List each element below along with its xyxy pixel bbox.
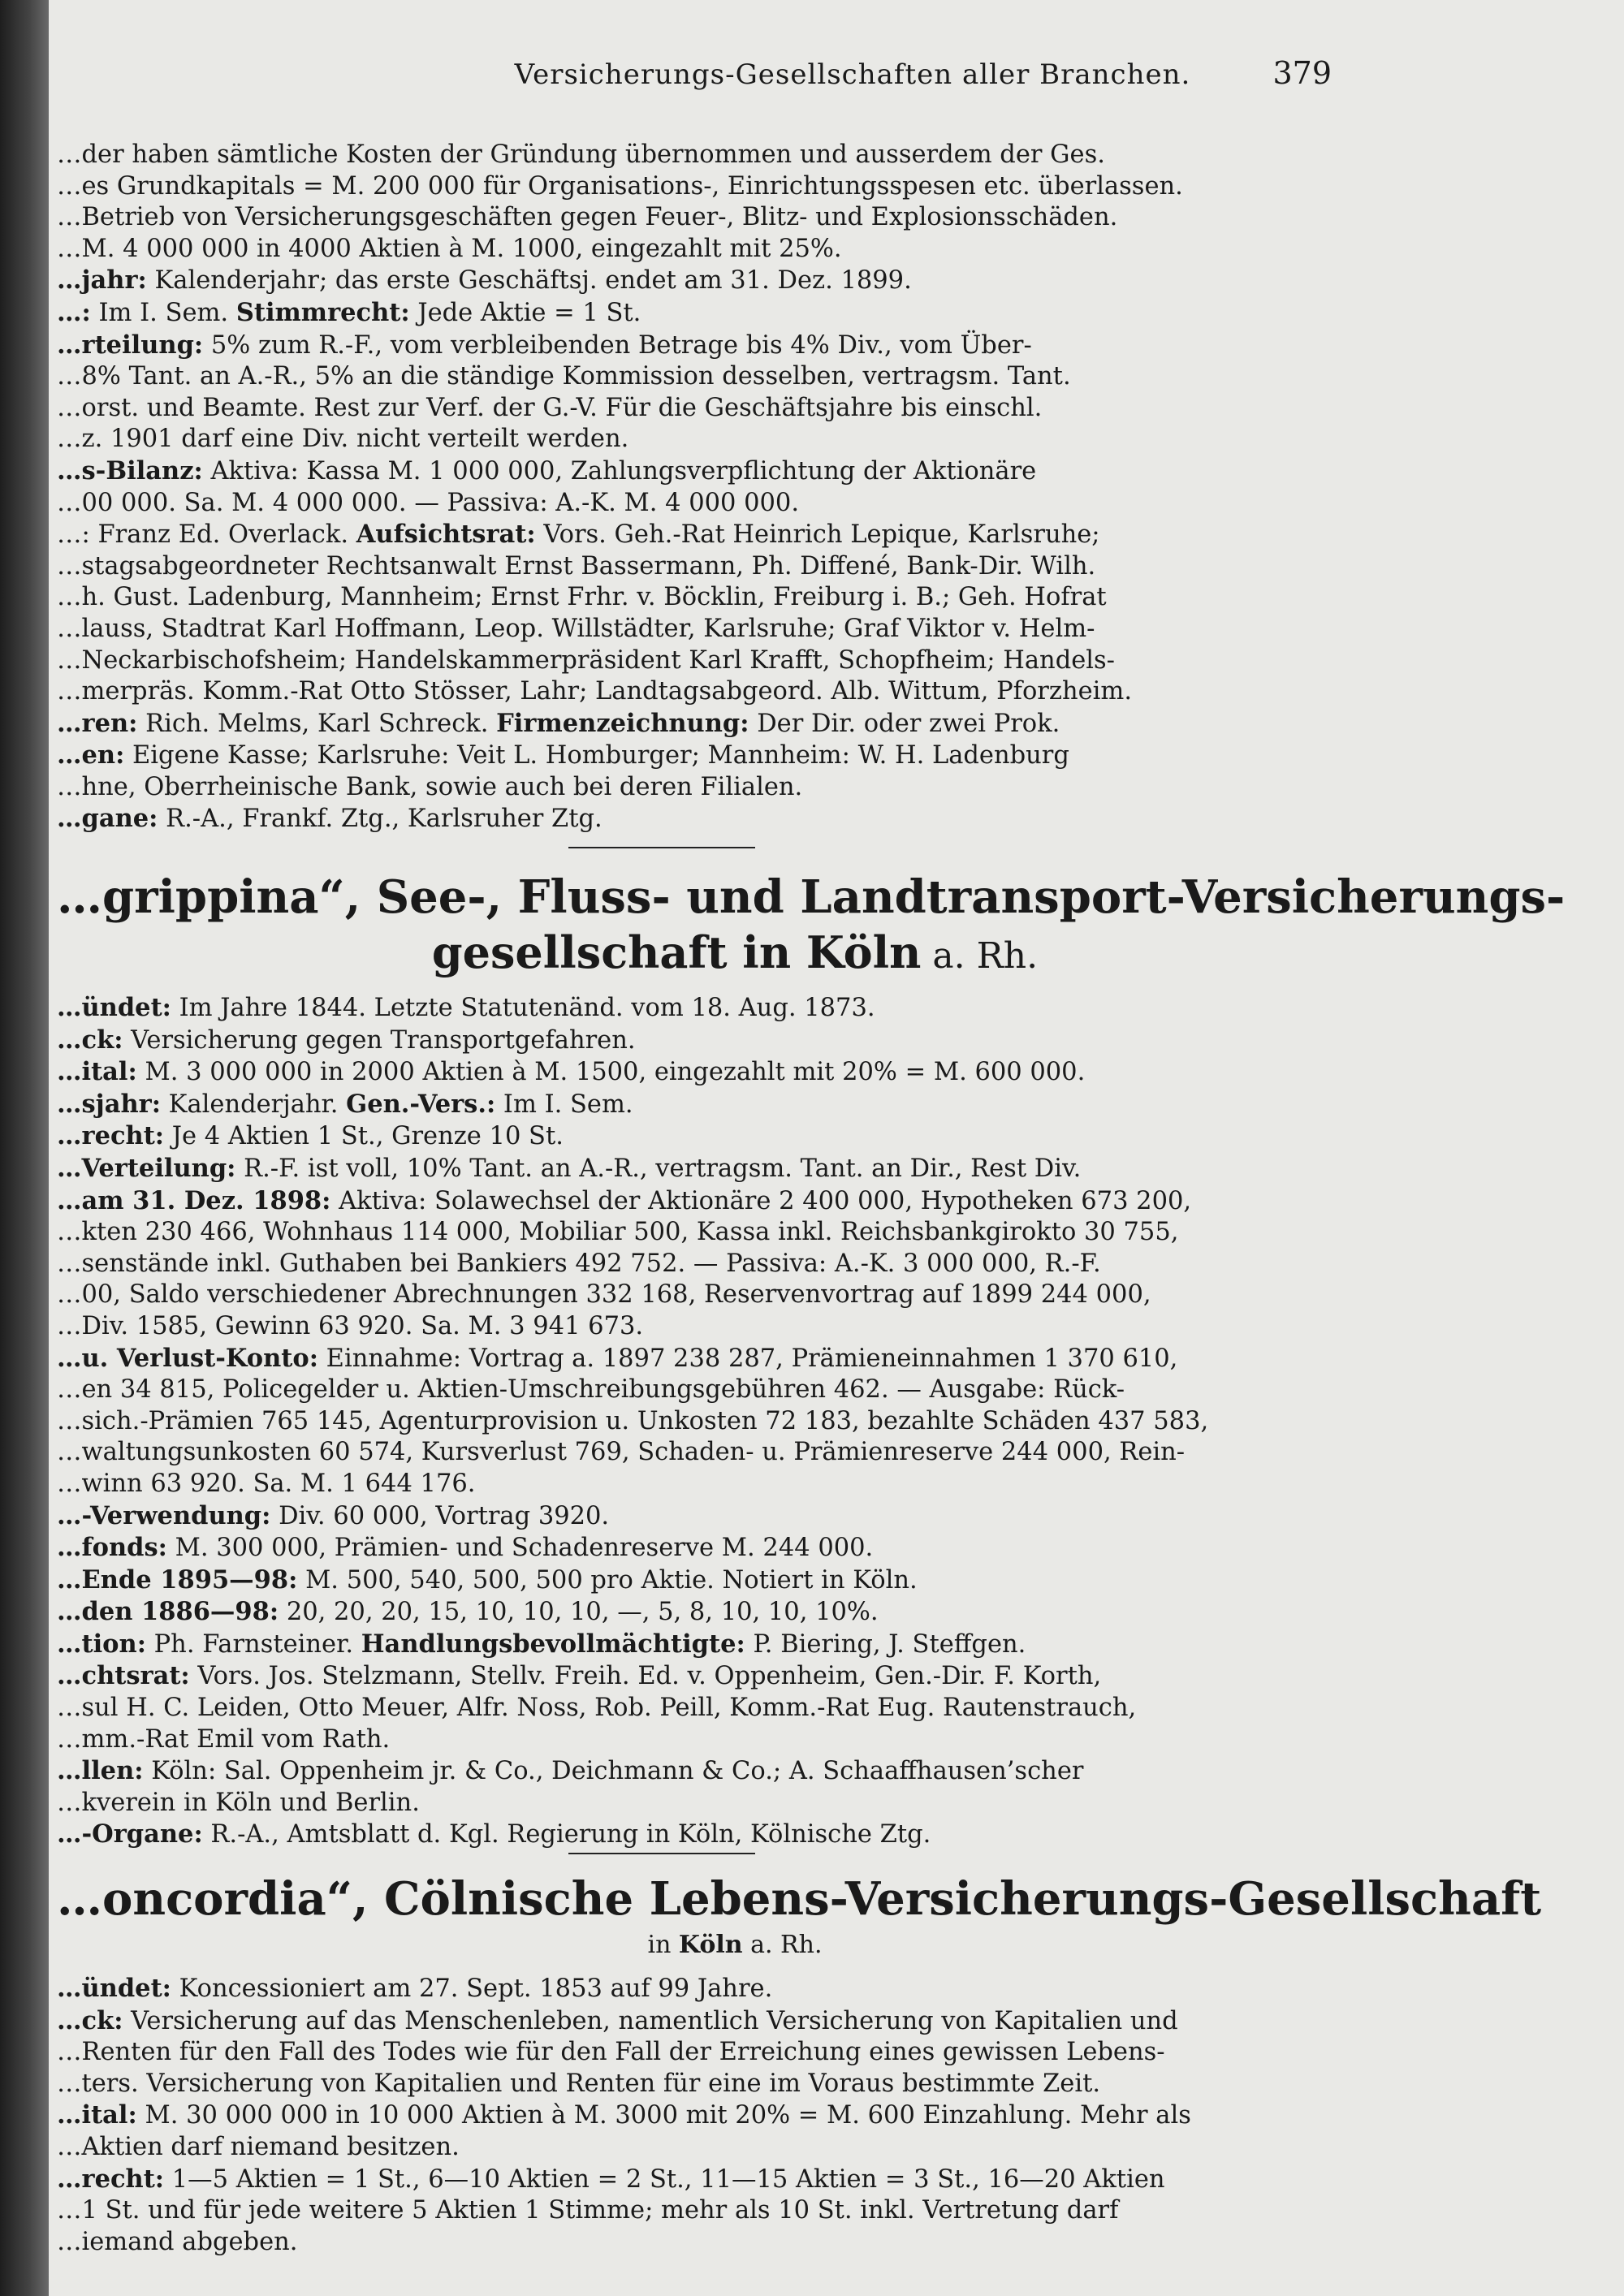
text-line (57, 1280, 1413, 1311)
field-text: …Aktien darf niemand besitzen. (57, 2132, 460, 2161)
field-label: …chtsrat: (57, 1661, 190, 1691)
field-label: …-Verwendung: (57, 1500, 271, 1530)
text-line (57, 202, 1413, 234)
stimmrecht-label: Stimmrecht: (235, 297, 410, 327)
section-3-title-line1: …oncordia“, Cölnische Lebens-Versicherungs-Gesellschaft (57, 1872, 1542, 1926)
field-label: …gane: (57, 804, 158, 834)
field-text: …00 000. Sa. M. 4 000 000. — Passiva: A.-K. M. 4 000 000. (57, 488, 800, 517)
text-line (57, 393, 1413, 425)
section-3-title (57, 1872, 1542, 1926)
text-line (57, 1724, 1413, 1756)
field-text: …kverein in Köln und Berlin. (57, 1788, 420, 1817)
text-line (57, 1469, 1413, 1500)
field-text: …Betrieb von Versicherungsgeschäften gegen Feuer-, Blitz- und Explosionsschäden. (57, 203, 1118, 232)
field-text: …es Grundkapitals = M. 200 000 für Organisations-, Einrichtungsspesen etc. überlassen. (57, 171, 1183, 201)
field-label: …tion: (57, 1629, 146, 1659)
field-text: …M. 4 000 000 in 4000 Aktien à M. 1000, eingezahlt mit 25%. (57, 234, 842, 263)
genvers-label: Gen.-Vers.: (346, 1089, 496, 1119)
text-line (57, 455, 1413, 488)
text-line (57, 1660, 1413, 1693)
section-2-title-main: gesellschaft in Köln (431, 926, 922, 978)
text-line (57, 234, 1413, 265)
field-text: M. 3 000 000 in 2000 Aktien à M. 1500, eingezahlt mit 20% = M. 600 000. (136, 1058, 1086, 1087)
genvers-text: Im I. Sem. (495, 1090, 633, 1119)
field-label: …recht: (57, 1121, 165, 1151)
text-line (57, 1406, 1413, 1438)
text-line (57, 1564, 1413, 1597)
section-2-title (57, 870, 1566, 924)
field-text: …kten 230 466, Wohnhaus 114 000, Mobiliar 500, Kassa inkl. Reichsbankgirokto 30 755, (57, 1218, 1179, 1247)
text-line (57, 140, 1413, 171)
field-text: 5% zum R.-F., vom verbleibenden Betrage bis 4% Div., vom Über- (203, 330, 1032, 360)
field-label: …am 31. Dez. 1898: (57, 1185, 331, 1215)
text-line (57, 1089, 1413, 1121)
field-text: M. 300 000, Prämien- und Schadenreserve M. 244 000. (166, 1534, 874, 1563)
field-text: Kalenderjahr. (160, 1090, 347, 1119)
field-text: Aktiva: Kassa M. 1 000 000, Zahlungsverpflichtung der Aktionäre (202, 456, 1037, 486)
text-line (57, 488, 1413, 520)
text-line (57, 1788, 1413, 1819)
text-line (57, 1343, 1413, 1375)
field-label: …Verteilung: (57, 1153, 236, 1183)
field-text: Im Jahre 1844. Letzte Statutenänd. vom 18. Aug. 1873. (171, 994, 875, 1022)
field-text: …z. 1901 darf eine Div. nicht verteilt werden. (57, 425, 629, 454)
field-text: 1—5 Aktien = 1 St., 6—10 Aktien = 2 St., 11—15 Aktien = 3 St., 16—20 Aktien (164, 2164, 1165, 2194)
field-text: Aktiva: Solawechsel der Aktionäre 2 400 000, Hypotheken 673 200, (330, 1186, 1192, 1215)
field-label: …: (57, 297, 91, 327)
text-line (57, 1217, 1413, 1249)
field-text: …senstände inkl. Guthaben bei Bankiers 492 752. — Passiva: A.-K. 3 000 000, R.-F. (57, 1249, 1101, 1278)
field-text: 20, 20, 20, 15, 10, 10, 10, —, 5, 8, 10, 10, 10%. (279, 1598, 879, 1627)
text-line (57, 1693, 1413, 1724)
field-text: …ters. Versicherung von Kapitalien und Renten für eine im Voraus bestimmte Zeit. (57, 2069, 1101, 2098)
field-label: …fonds: (57, 1533, 167, 1563)
field-text: Versicherung gegen Transportgefahren. (123, 1025, 636, 1055)
field-text: R.-F. ist voll, 10% Tant. an A.-R., vertragsm. Tant. an Dir., Rest Div. (235, 1154, 1082, 1183)
text-line (57, 519, 1413, 551)
section-2-title-line1: …grippina“, See-, Fluss- und Landtransport-Versicherungs- (57, 870, 1566, 924)
field-text: Im I. Sem. (90, 298, 236, 327)
text-line (57, 551, 1413, 583)
field-text: Kalenderjahr; das erste Geschäftsj. endet am 31. Dez. 1899. (146, 266, 912, 296)
field-text: …Neckarbischofsheim; Handelskammerpräsident Karl Krafft, Schopfheim; Handels- (57, 645, 1115, 675)
text-line (57, 297, 1413, 330)
field-text: Ph. Farnsteiner. (145, 1629, 361, 1659)
section-2-title-suffix: a. Rh. (921, 935, 1039, 977)
text-line (57, 1532, 1413, 1564)
firmenzeichnung-text: Der Dir. oder zwei Prok. (749, 709, 1060, 738)
book-page (49, 0, 1624, 2296)
field-label: …s-Bilanz: (57, 455, 203, 486)
field-text: Vors. Jos. Stelzmann, Stellv. Freih. Ed. v. Oppenheim, Gen.-Dir. F. Korth, (189, 1662, 1102, 1691)
text-line (57, 614, 1413, 645)
text-line (57, 361, 1413, 393)
section-1-entry (57, 140, 1413, 835)
field-label: …ck: (57, 2005, 123, 2035)
text-line (57, 2005, 1413, 2038)
text-line (57, 803, 1413, 835)
field-text: Versicherung auf das Menschenleben, namentlich Versicherung von Kapitalien und (123, 2006, 1178, 2035)
text-line (57, 1249, 1413, 1280)
field-label: …den 1886—98: (57, 1597, 279, 1627)
text-line (57, 772, 1413, 804)
field-text: Köln: Sal. Oppenheim jr. & Co., Deichmann & Co.; A. Schaaffhausen’scher (143, 1757, 1084, 1786)
field-label: …ündet: (57, 993, 171, 1022)
field-text: …hne, Oberrheinische Bank, sowie auch bei deren Filialen. (57, 772, 803, 801)
field-label: …ündet: (57, 1974, 171, 2003)
text-line (57, 2227, 1413, 2259)
field-text: M. 500, 540, 500, 500 pro Aktie. Notiert in Köln. (297, 1565, 918, 1595)
text-line (57, 1500, 1413, 1533)
field-text: …waltungsunkosten 60 574, Kursverlust 769, Schaden- u. Prämienreserve 244 000, Rein- (57, 1438, 1186, 1467)
field-text: …Div. 1585, Gewinn 63 920. Sa. M. 3 941 673. (57, 1311, 644, 1340)
section-2-title-line2 (57, 927, 1413, 982)
field-text: …mm.-Rat Emil vom Rath. (57, 1724, 391, 1754)
text-line (57, 2069, 1413, 2100)
section-divider (568, 1853, 755, 1854)
text-line (57, 1596, 1413, 1629)
field-text: R.-A., Amtsblatt d. Kgl. Regierung in Köln, Kölnische Ztg. (202, 1820, 931, 1849)
text-line (57, 740, 1413, 772)
field-label: …ital: (57, 1057, 137, 1087)
field-label: …u. Verlust-Konto: (57, 1343, 318, 1373)
field-text: R.-A., Frankf. Ztg., Karlsruher Ztg. (158, 805, 603, 834)
running-title: Versicherungs-Gesellschaften aller Branchen. (514, 58, 1191, 91)
text-line (57, 1819, 1413, 1851)
section-3-title-in: in (647, 1931, 679, 1959)
field-text: …der haben sämtliche Kosten der Gründung übernommen und ausserdem der Ges. (57, 140, 1105, 169)
field-text: …00, Saldo verschiedener Abrechnungen 332 168, Reservenvortrag auf 1899 244 000, (57, 1280, 1151, 1310)
text-line (57, 1025, 1413, 1057)
firmenzeichnung-label: Firmenzeichnung: (496, 708, 749, 738)
page-number: 379 (1272, 55, 1332, 91)
field-text: …h. Gust. Ladenburg, Mannheim; Ernst Frhr. v. Böcklin, Freiburg i. B.; Geh. Hofrat (57, 583, 1107, 612)
field-text: …merpräs. Komm.-Rat Otto Stösser, Lahr; Landtagsabgeord. Alb. Wittum, Pforzheim. (57, 677, 1133, 706)
field-label: …ren: (57, 708, 138, 738)
section-3-title-line2 (57, 1929, 1413, 1962)
handlung-label: Handlungsbevollmächtigte: (361, 1629, 745, 1659)
field-label: …Ende 1895—98: (57, 1564, 298, 1595)
field-text: M. 30 000 000 in 10 000 Aktien à M. 3000 mit 20% = M. 600 Einzahlung. Mehr als (136, 2101, 1191, 2130)
field-text: …sul H. C. Leiden, Otto Meuer, Alfr. Noss, Rob. Peill, Komm.-Rat Eug. Rautenstrauch, (57, 1694, 1137, 1723)
stimmrecht-text: Jede Aktie = 1 St. (409, 298, 641, 327)
text-line (57, 1973, 1413, 2005)
section-3-title-city: Köln (678, 1931, 743, 1959)
text-line (57, 2132, 1413, 2164)
scan-gutter (0, 0, 49, 2296)
field-text: …stagsabgeordneter Rechtsanwalt Ernst Bassermann, Ph. Diffené, Bank-Dir. Wilh. (57, 551, 1096, 580)
field-text: …winn 63 920. Sa. M. 1 644 176. (57, 1469, 476, 1498)
field-label: …ital: (57, 2100, 137, 2130)
section-3-entry (57, 1973, 1413, 2258)
aufsichtsrat-text: Vors. Geh.-Rat Heinrich Lepique, Karlsruhe; (535, 520, 1100, 550)
text-line (57, 2037, 1413, 2069)
text-line (57, 1437, 1413, 1469)
field-text: …: Franz Ed. Overlack. (57, 520, 356, 550)
field-label: …ck: (57, 1025, 123, 1055)
field-label: …llen: (57, 1756, 144, 1786)
field-text: …1 St. und für jede weitere 5 Aktien 1 Stimme; mehr als 10 St. inkl. Vertretung darf (57, 2196, 1119, 2225)
field-label: …sjahr: (57, 1089, 161, 1119)
text-line (57, 645, 1413, 677)
text-line (57, 708, 1413, 740)
section-divider (568, 847, 755, 848)
section-3-title-suffix: a. Rh. (742, 1931, 823, 1959)
field-text: Rich. Melms, Karl Schreck. (137, 709, 497, 738)
aufsichtsrat-label: Aufsichtsrat: (356, 520, 536, 550)
field-label: …rteilung: (57, 330, 204, 360)
field-text: Div. 60 000, Vortrag 3920. (270, 1501, 610, 1530)
field-text: …sich.-Prämien 765 145, Agenturprovision u. Unkosten 72 183, bezahlte Schäden 437 583, (57, 1406, 1209, 1435)
field-text: …8% Tant. an A.-R., 5% an die ständige Kommission desselben, vertragsm. Tant. (57, 362, 1071, 391)
field-label: …en: (57, 740, 125, 770)
section-2-entry (57, 992, 1413, 1851)
field-text: …Renten für den Fall des Todes wie für den Fall der Erreichung eines gewissen Lebens- (57, 2038, 1165, 2067)
field-text: …lauss, Stadtrat Karl Hoffmann, Leop. Willstädter, Karlsruhe; Graf Viktor v. Helm- (57, 614, 1095, 643)
text-line (57, 1056, 1413, 1089)
text-line (57, 2195, 1413, 2227)
text-line (57, 265, 1413, 297)
field-label: …jahr: (57, 265, 147, 296)
text-line (57, 1153, 1413, 1185)
text-line (57, 1311, 1413, 1343)
field-label: …-Organe: (57, 1819, 203, 1849)
field-text: Koncessioniert am 27. Sept. 1853 auf 99 Jahre. (171, 1974, 773, 2003)
text-line (57, 1185, 1413, 1218)
field-text: …orst. und Beamte. Rest zur Verf. der G.-V. Für die Geschäftsjahre bis einschl. (57, 393, 1043, 422)
field-text: …iemand abgeben. (57, 2227, 298, 2256)
field-text: Je 4 Aktien 1 St., Grenze 10 St. (164, 1122, 564, 1151)
field-text: Einnahme: Vortrag a. 1897 238 287, Prämieneinnahmen 1 370 610, (317, 1344, 1178, 1373)
handlung-text: P. Biering, J. Steffgen. (745, 1629, 1026, 1659)
text-line (57, 2100, 1413, 2132)
text-line (57, 676, 1413, 708)
text-line (57, 1755, 1413, 1788)
text-line (57, 582, 1413, 614)
text-line (57, 1120, 1413, 1153)
text-line (57, 2164, 1413, 2196)
text-line (57, 330, 1413, 362)
field-text: Eigene Kasse; Karlsruhe: Veit L. Homburger; Mannheim: W. H. Ladenburg (124, 741, 1069, 770)
field-label: …recht: (57, 2164, 165, 2194)
field-text: …en 34 815, Policegelder u. Aktien-Umschreibungsgebühren 462. — Ausgabe: Rück- (57, 1375, 1125, 1405)
text-line (57, 424, 1413, 455)
text-line (57, 171, 1413, 203)
text-line (57, 1629, 1413, 1661)
text-line (57, 992, 1413, 1025)
text-line (57, 1375, 1413, 1406)
